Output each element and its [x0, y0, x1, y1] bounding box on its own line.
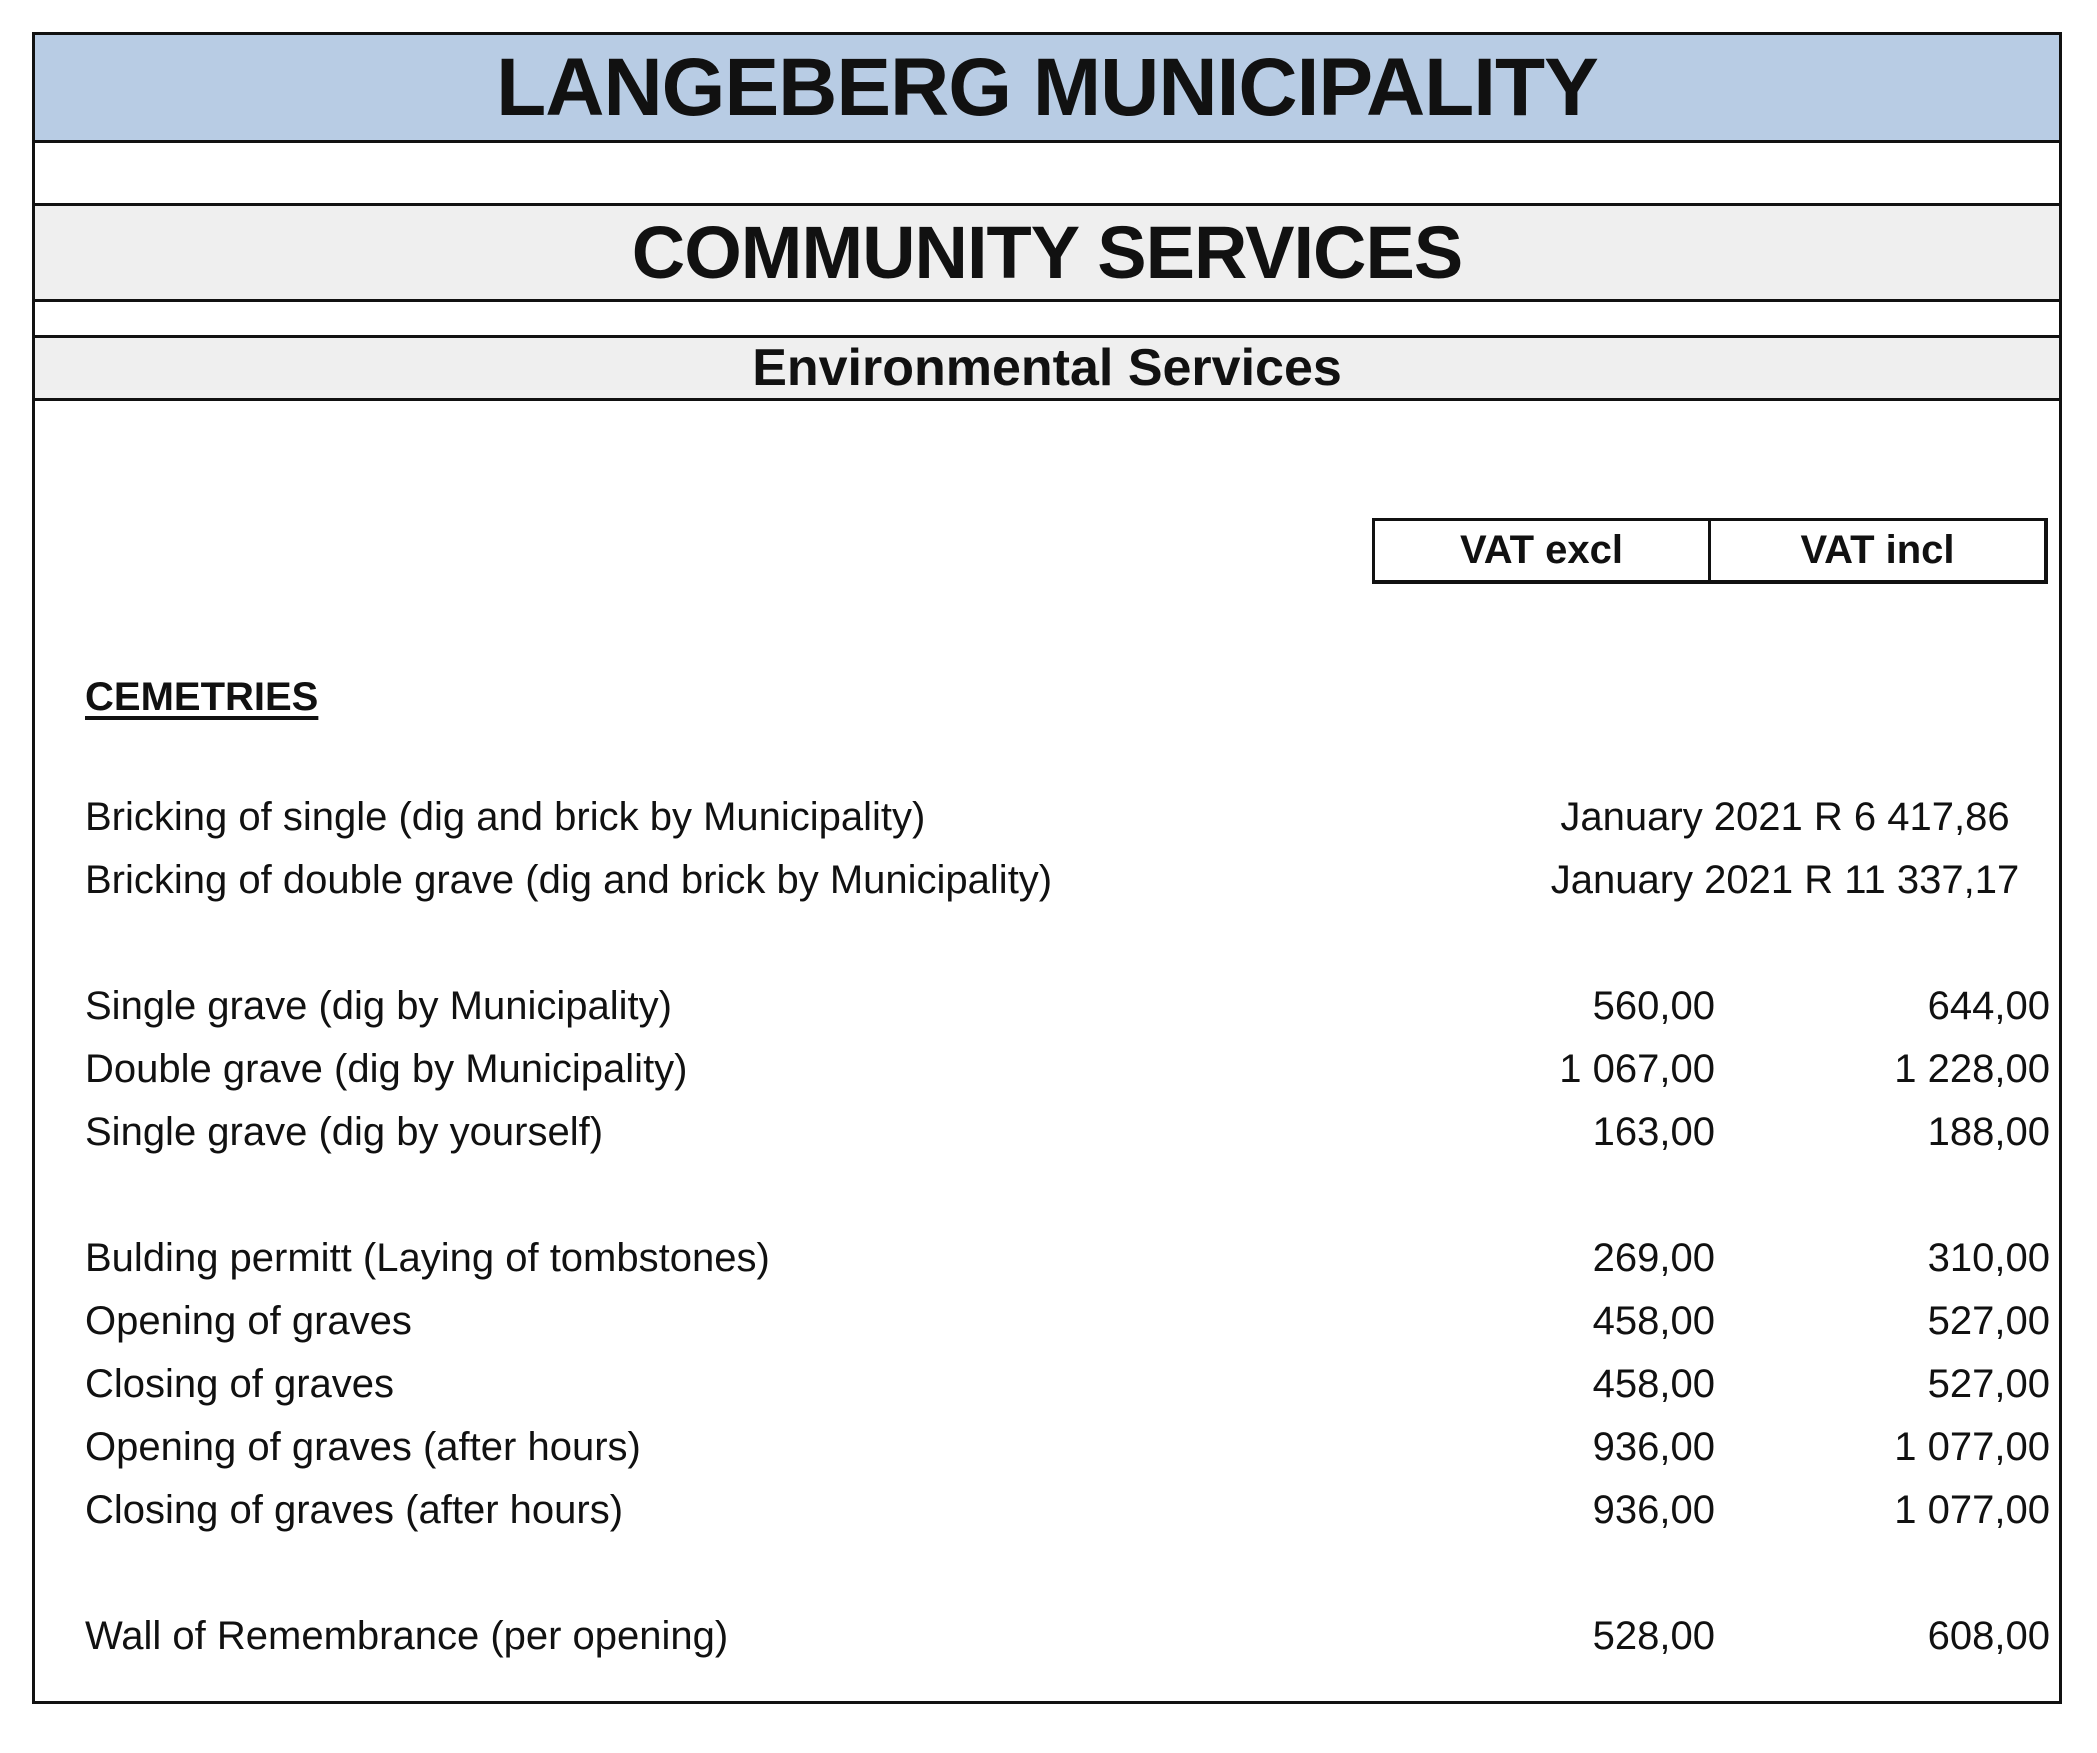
tariff-label: Wall of Remembrance (per opening)	[85, 1613, 729, 1658]
tariff-row	[85, 850, 2065, 910]
tariff-row	[85, 1291, 2065, 1351]
tariff-value: January 2021 R 6 417,86	[1560, 794, 2010, 839]
tariff-sheet	[32, 32, 2062, 1704]
vat-excl-value: 560,00	[1592, 983, 1715, 1028]
vat-column-header	[1372, 518, 2048, 584]
vat-incl-value: 1 228,00	[1894, 1046, 2050, 1091]
tariff-row	[85, 1480, 2065, 1540]
vat-incl-value: 644,00	[1927, 983, 2050, 1028]
tariff-row	[85, 1039, 2065, 1099]
tariff-label: Closing of graves	[85, 1361, 395, 1406]
tariff-label: Opening of graves (after hours)	[85, 1424, 641, 1469]
department-title-text: COMMUNITY SERVICES	[631, 211, 1463, 294]
municipality-title	[35, 35, 2059, 143]
tariff-label: Bricking of double grave (dig and brick by Municipality)	[85, 857, 1053, 902]
vat-excl-value: 458,00	[1592, 1298, 1715, 1343]
spacer-band	[35, 143, 2059, 206]
tariff-row	[85, 1354, 2065, 1414]
vat-incl-header: VAT incl	[1708, 521, 2044, 580]
category-heading: CEMETRIES	[85, 675, 319, 719]
spacer-band	[35, 302, 2059, 338]
tariff-label: Closing of graves (after hours)	[85, 1487, 624, 1532]
vat-excl-value: 163,00	[1592, 1109, 1715, 1154]
section-title-text: Environmental Services	[752, 339, 1342, 397]
tariff-row	[85, 787, 2065, 847]
vat-excl-value: 936,00	[1592, 1424, 1715, 1469]
vat-excl-value: 269,00	[1592, 1235, 1715, 1280]
vat-excl-value: 528,00	[1592, 1613, 1715, 1658]
tariff-label: Single grave (dig by Municipality)	[85, 983, 672, 1028]
municipality-title-text: LANGEBERG MUNICIPALITY	[496, 41, 1598, 133]
vat-excl-value: 1 067,00	[1559, 1046, 1715, 1091]
vat-incl-value: 527,00	[1927, 1361, 2050, 1406]
tariff-row	[85, 976, 2065, 1036]
tariff-row	[85, 1606, 2065, 1666]
department-title	[35, 206, 2059, 302]
tariff-label: Double grave (dig by Municipality)	[85, 1046, 688, 1091]
vat-excl-header: VAT excl	[1459, 528, 1624, 572]
vat-excl-value: 458,00	[1592, 1361, 1715, 1406]
tariff-row	[85, 1228, 2065, 1288]
vat-incl-value: 608,00	[1927, 1613, 2050, 1658]
tariff-label: Opening of graves	[85, 1298, 412, 1343]
tariff-value: January 2021 R 11 337,17	[1550, 857, 2020, 902]
tariff-label: Single grave (dig by yourself)	[85, 1109, 604, 1154]
tariff-row	[85, 1417, 2065, 1477]
vat-incl-value: 1 077,00	[1894, 1424, 2050, 1469]
vat-excl-value: 936,00	[1592, 1487, 1715, 1532]
vat-incl-value: 310,00	[1927, 1235, 2050, 1280]
tariff-label: Bulding permitt (Laying of tombstones)	[85, 1235, 770, 1280]
section-title	[35, 338, 2059, 401]
vat-incl-value: 527,00	[1927, 1298, 2050, 1343]
vat-incl-value: 1 077,00	[1894, 1487, 2050, 1532]
tariff-label: Bricking of single (dig and brick by Municipality)	[85, 794, 926, 839]
vat-incl-value: 188,00	[1927, 1109, 2050, 1154]
tariff-row	[85, 1102, 2065, 1162]
